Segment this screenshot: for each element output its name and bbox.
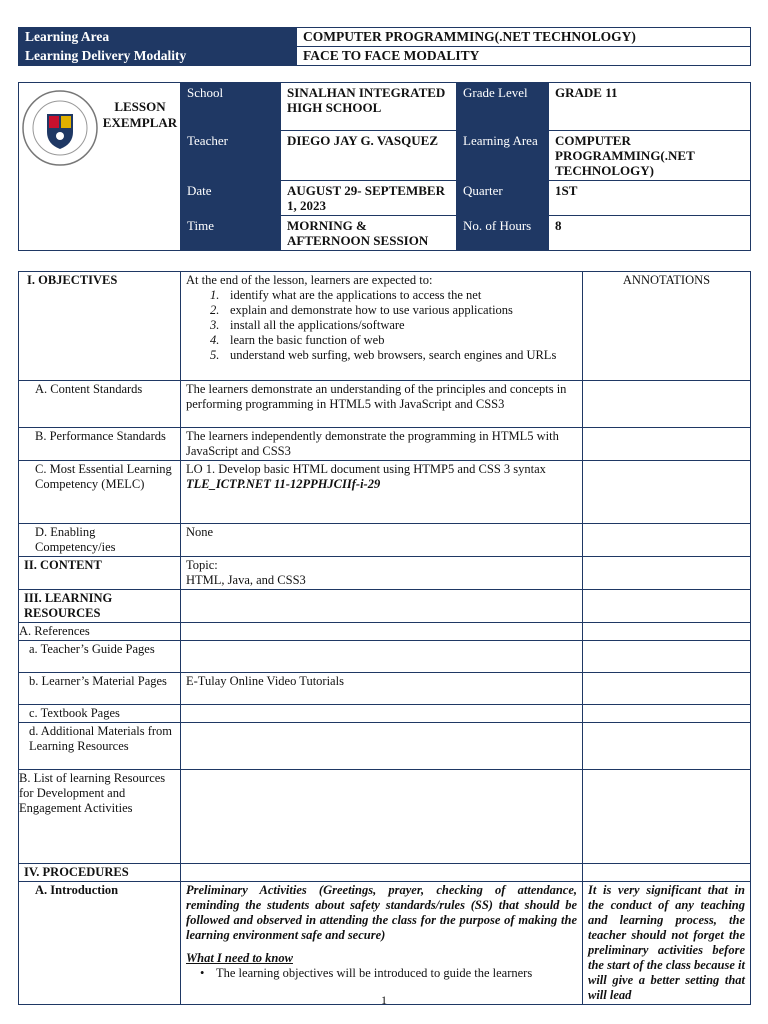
teachers-guide-label: a. Teacher’s Guide Pages	[19, 641, 181, 673]
procedures-label: IV. PROCEDURES	[19, 864, 181, 882]
objectives-label: I. OBJECTIVES	[19, 272, 181, 381]
annotations-header: ANNOTATIONS	[583, 272, 751, 381]
performance-standards-value: The learners independently demonstrate the programming in HTML5 with JavaScript and CSS3	[181, 428, 583, 461]
objectives-cell	[181, 272, 583, 381]
annotation-cell	[583, 524, 751, 557]
date-label: Date	[181, 181, 281, 216]
learning-info-table	[18, 27, 751, 66]
annotation-cell	[583, 623, 751, 641]
annotation-cell	[583, 461, 751, 524]
introduction-bullet: • The learning objectives will be introduced to guide the learners	[200, 966, 533, 980]
learning-area-value: COMPUTER PROGRAMMING(.NET TECHNOLOGY)	[297, 28, 751, 47]
introduction-cell	[181, 882, 583, 1005]
hours-label: No. of Hours	[457, 216, 549, 251]
references-label: A. References	[19, 623, 181, 641]
objective-item: 4. learn the basic function of web	[210, 333, 385, 347]
performance-standards-label: B. Performance Standards	[19, 428, 181, 461]
learning-resources-label: III. LEARNING RESOURCES	[19, 590, 181, 623]
objective-item: 3. install all the applications/software	[210, 318, 405, 332]
date-value: AUGUST 29- SEPTEMBER 1, 2023	[281, 181, 457, 216]
grade-level-label: Grade Level	[457, 83, 549, 131]
content-standards-label: A. Content Standards	[19, 381, 181, 428]
time-value: MORNING & AFTERNOON SESSION	[281, 216, 457, 251]
melc-code: TLE_ICTP.NET 11-12PPHJCIIf-i-29	[186, 477, 381, 491]
annotation-cell	[583, 864, 751, 882]
lesson-plan-table	[18, 271, 751, 1005]
learners-material-value: E-Tulay Online Video Tutorials	[181, 673, 583, 705]
enabling-competency-label: D. Enabling Competency/ies	[19, 524, 181, 557]
additional-materials-label: d. Additional Materials from Learning Resources	[19, 723, 181, 770]
list-learning-resources-value	[181, 770, 583, 864]
header-learning-area-value: COMPUTER PROGRAMMING(.NET TECHNOLOGY)	[549, 131, 751, 181]
content-label: II. CONTENT	[19, 557, 181, 590]
page-number: 1	[381, 993, 387, 1007]
time-label: Time	[181, 216, 281, 251]
annotation-cell	[583, 590, 751, 623]
annotation-cell	[583, 723, 751, 770]
delivery-modality-label: Learning Delivery Modality	[19, 47, 297, 66]
annotation-cell	[583, 641, 751, 673]
annotation-cell	[583, 673, 751, 705]
enabling-competency-value: None	[181, 524, 583, 557]
content-standards-value: The learners demonstrate an understanding of the principles and concepts in performing programming in HTML5 with JavaScript and CSS3	[181, 381, 583, 428]
content-value: Topic: HTML, Java, and CSS3	[181, 557, 583, 590]
references-value	[181, 623, 583, 641]
preliminary-activities-text: Preliminary Activities (Greetings, prayer, checking of attendance, reminding the students about safety standards/rules (SS) that should be followed and observed in attending the class for the purpose of making the learning environment safe and secure)	[186, 883, 577, 942]
learners-material-label: b. Learner’s Material Pages	[19, 673, 181, 705]
melc-label: C. Most Essential Learning Competency (MELC)	[19, 461, 181, 524]
procedures-value	[181, 864, 583, 882]
annotation-cell	[583, 705, 751, 723]
teacher-label: Teacher	[181, 131, 281, 181]
annotation-cell	[583, 428, 751, 461]
bullet-icon: •	[200, 966, 205, 980]
melc-value: LO 1. Develop basic HTML document using HTMP5 and CSS 3 syntax TLE_ICTP.NET 11-12PPHJCIIf-i-29	[181, 461, 583, 524]
grade-level-value: GRADE 11	[549, 83, 751, 131]
quarter-value: 1ST	[549, 181, 751, 216]
objective-item: 2. explain and demonstrate how to use various applications	[210, 303, 513, 317]
lesson-header-table	[18, 82, 751, 251]
what-i-need-to-know-heading: What I need to know	[186, 951, 293, 965]
textbook-pages-value	[181, 705, 583, 723]
teachers-guide-value	[181, 641, 583, 673]
introduction-annotation: It is very significant that in the conduct of any teaching and learning process, the teacher should not forget the preliminary activities before the start of the class because it will give a better setting that will lead	[583, 882, 751, 1005]
quarter-label: Quarter	[457, 181, 549, 216]
objective-item: 1. identify what are the applications to access the net	[210, 288, 482, 302]
school-seal-icon	[21, 89, 99, 167]
lesson-exemplar-title: LESSON EXEMPLAR	[102, 99, 178, 130]
list-learning-resources-label: B. List of learning Resources for Development and Engagement Activities	[19, 770, 181, 864]
school-value: SINALHAN INTEGRATED HIGH SCHOOL	[281, 83, 457, 131]
objective-item: 5. understand web surfing, web browsers, search engines and URLs	[210, 348, 557, 362]
additional-materials-value	[181, 723, 583, 770]
learning-resources-value	[181, 590, 583, 623]
introduction-label: A. Introduction	[19, 882, 181, 1005]
learning-area-label: Learning Area	[19, 28, 297, 47]
header-learning-area-label: Learning Area	[457, 131, 549, 181]
school-logo-cell	[19, 83, 181, 251]
annotation-cell	[583, 381, 751, 428]
delivery-modality-value: FACE TO FACE MODALITY	[297, 47, 751, 66]
annotation-cell	[583, 770, 751, 864]
school-label: School	[181, 83, 281, 131]
objectives-intro: At the end of the lesson, learners are expected to:	[186, 273, 433, 287]
textbook-pages-label: c. Textbook Pages	[19, 705, 181, 723]
annotation-cell	[583, 557, 751, 590]
teacher-value: DIEGO JAY G. VASQUEZ	[281, 131, 457, 181]
hours-value: 8	[549, 216, 751, 251]
